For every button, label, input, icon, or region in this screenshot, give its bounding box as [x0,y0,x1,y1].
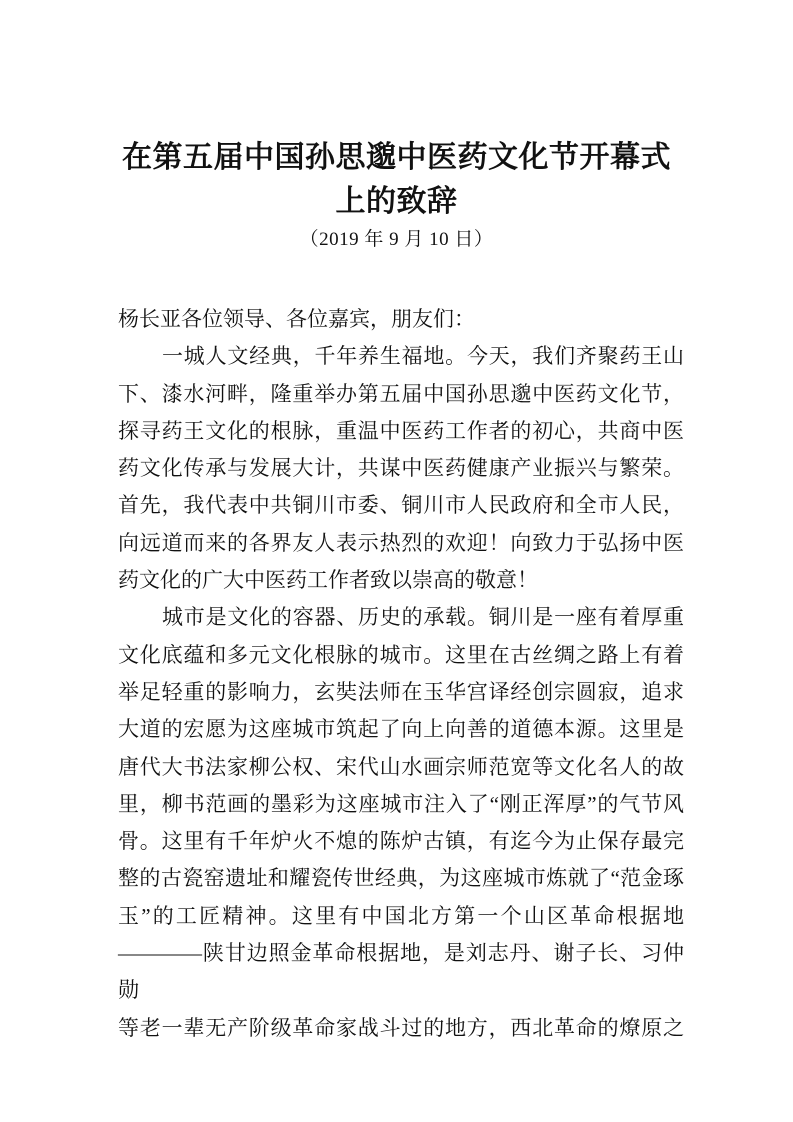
document-body [118,301,684,1047]
body-line: 药文化的广大中医药工作者致以崇高的敬意！ [118,568,538,593]
body-line: 骨。这里有千年炉火不熄的陈炉古镇，有迄今为止保存最完 [118,829,684,854]
body-line: 首先，我代表中共铜川市委、铜川市人民政府和全市人民， [118,493,684,518]
body-line: 举足轻重的影响力，玄奘法师在玉华宫译经创宗圆寂，追求 [118,679,684,704]
body-line: 唐代大书法家柳公权、宋代山水画宗师范宽等文化名人的故 [118,754,684,779]
document-title [0,136,793,224]
title-line-2: 上的致辞 [335,185,458,218]
body-line: 下、漆水河畔，隆重举办第五届中国孙思邈中医药文化节， [118,381,684,406]
body-line: 杨长亚各位领导、各位嘉宾，朋友们： [118,307,475,331]
body-line: 一城人文经典，千年养生福地。今天，我们齐聚药王山 [162,344,684,369]
document-date: （2019 年 9 月 10 日） [299,229,494,250]
body-line: ————陕甘边照金革命根据地，是刘志丹、谢子长、习仲勋 [118,941,684,1003]
body-line: 城市是文化的容器、历史的承载。铜川是一座有着厚重 [162,605,684,630]
body-line: 探寻药王文化的根脉，重温中医药工作者的初心，共商中医 [118,418,684,443]
body-line: 整的古瓷窑遗址和耀瓷传世经典，为这座城市炼就了“范金琢 [118,866,684,891]
title-line-1: 在第五届中国孙思邈中医药文化节开幕式 [122,141,671,174]
body-line: 向远道而来的各界友人表示热烈的欢迎！向致力于弘扬中医 [118,530,684,555]
body-line: 文化底蕴和多元文化根脉的城市。这里在古丝绸之路上有着 [118,642,684,667]
body-line: 大道的宏愿为这座城市筑起了向上向善的道德本源。这里是 [118,717,684,742]
body-line: 里，柳书范画的墨彩为这座城市注入了“刚正浑厚”的气节风 [118,791,684,816]
body-line: 玉”的工匠精神。这里有中国北方第一个山区革命根据地 [118,903,684,928]
body-line: 等老一辈无产阶级革命家战斗过的地方，西北革命的燎原之 [118,1015,684,1040]
body-line: 药文化传承与发展大计，共谋中医药健康产业振兴与繁荣。 [118,456,684,481]
